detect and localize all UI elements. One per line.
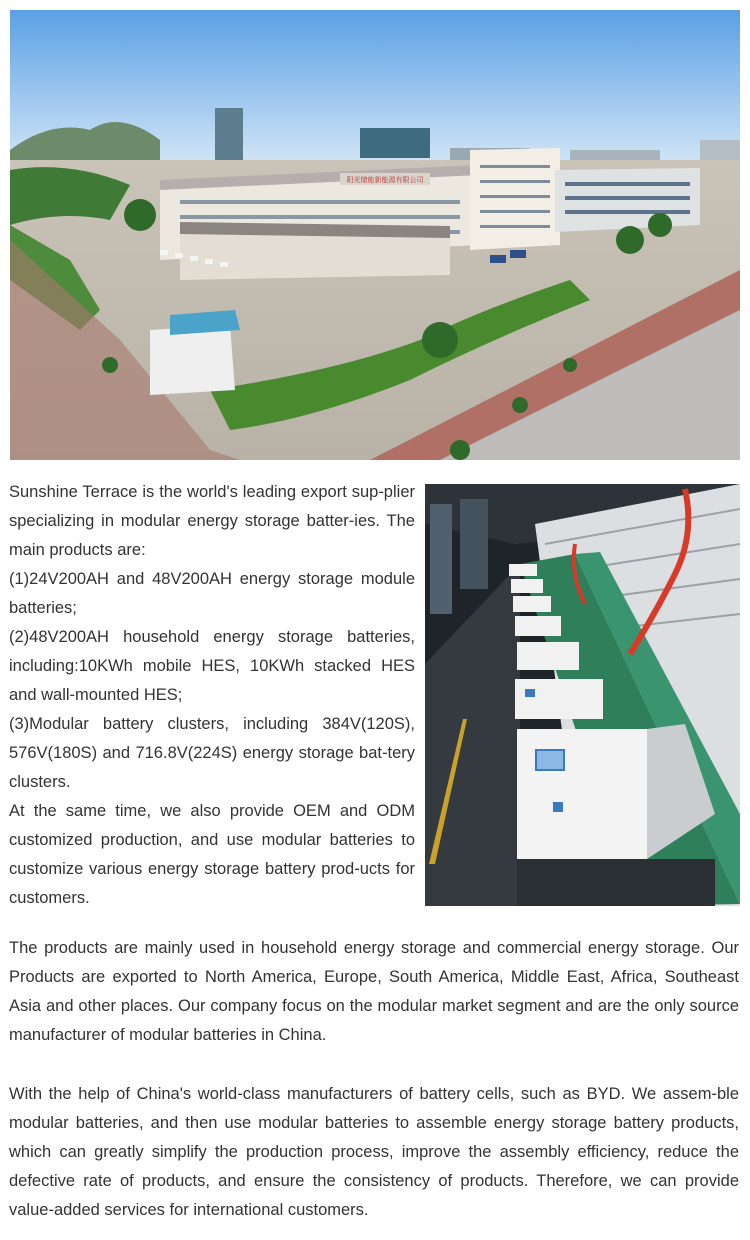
intro-text	[9, 478, 415, 913]
intro-line: At the same time, we also provide OEM and ODM customized production, and use modular batteries to customize various energy storage battery prod-ucts for customers.	[9, 802, 415, 907]
intro-line: (2)48V200AH household energy storage batteries, including:10KWh mobile HES, 10KWh stacked HES and wall-mounted HES;	[9, 628, 415, 704]
factory-sign-text: 阳光储能新能源有限公司	[346, 176, 424, 184]
factory-aerial-photo	[10, 10, 740, 460]
paragraph-manufacturing: With the help of China's world-class manufacturers of battery cells, such as BYD. We assem-ble modular batteries, and then use modular batteries to assemble energy storage battery products, which can greatly simplify the production process, improve the assembly efficiency, reduce the defective rate of products, and ensure the consistency of products. Therefore, we can provide value-added services for international customers.	[9, 1085, 739, 1219]
intro-line: (3)Modular battery clusters, including 384V(120S), 576V(180S) and 716.8V(224S) energy storage bat-tery clusters.	[9, 715, 415, 791]
paragraph-products: The products are mainly used in household energy storage and commercial energy storage. Our Products are exported to North America, Europe, South America, Middle East, Africa, Southeast Asia and other places. Our company focus on the modular market segment and are the only source manufacturer of modular batteries in China.	[9, 939, 739, 1044]
intro-line: (1)24V200AH and 48V200AH energy storage module batteries;	[9, 570, 415, 617]
intro-line: Sunshine Terrace is the world's leading export sup-plier specializing in modular energy storage batter-ies. The main products are:	[9, 483, 415, 559]
production-line-photo	[425, 484, 740, 906]
